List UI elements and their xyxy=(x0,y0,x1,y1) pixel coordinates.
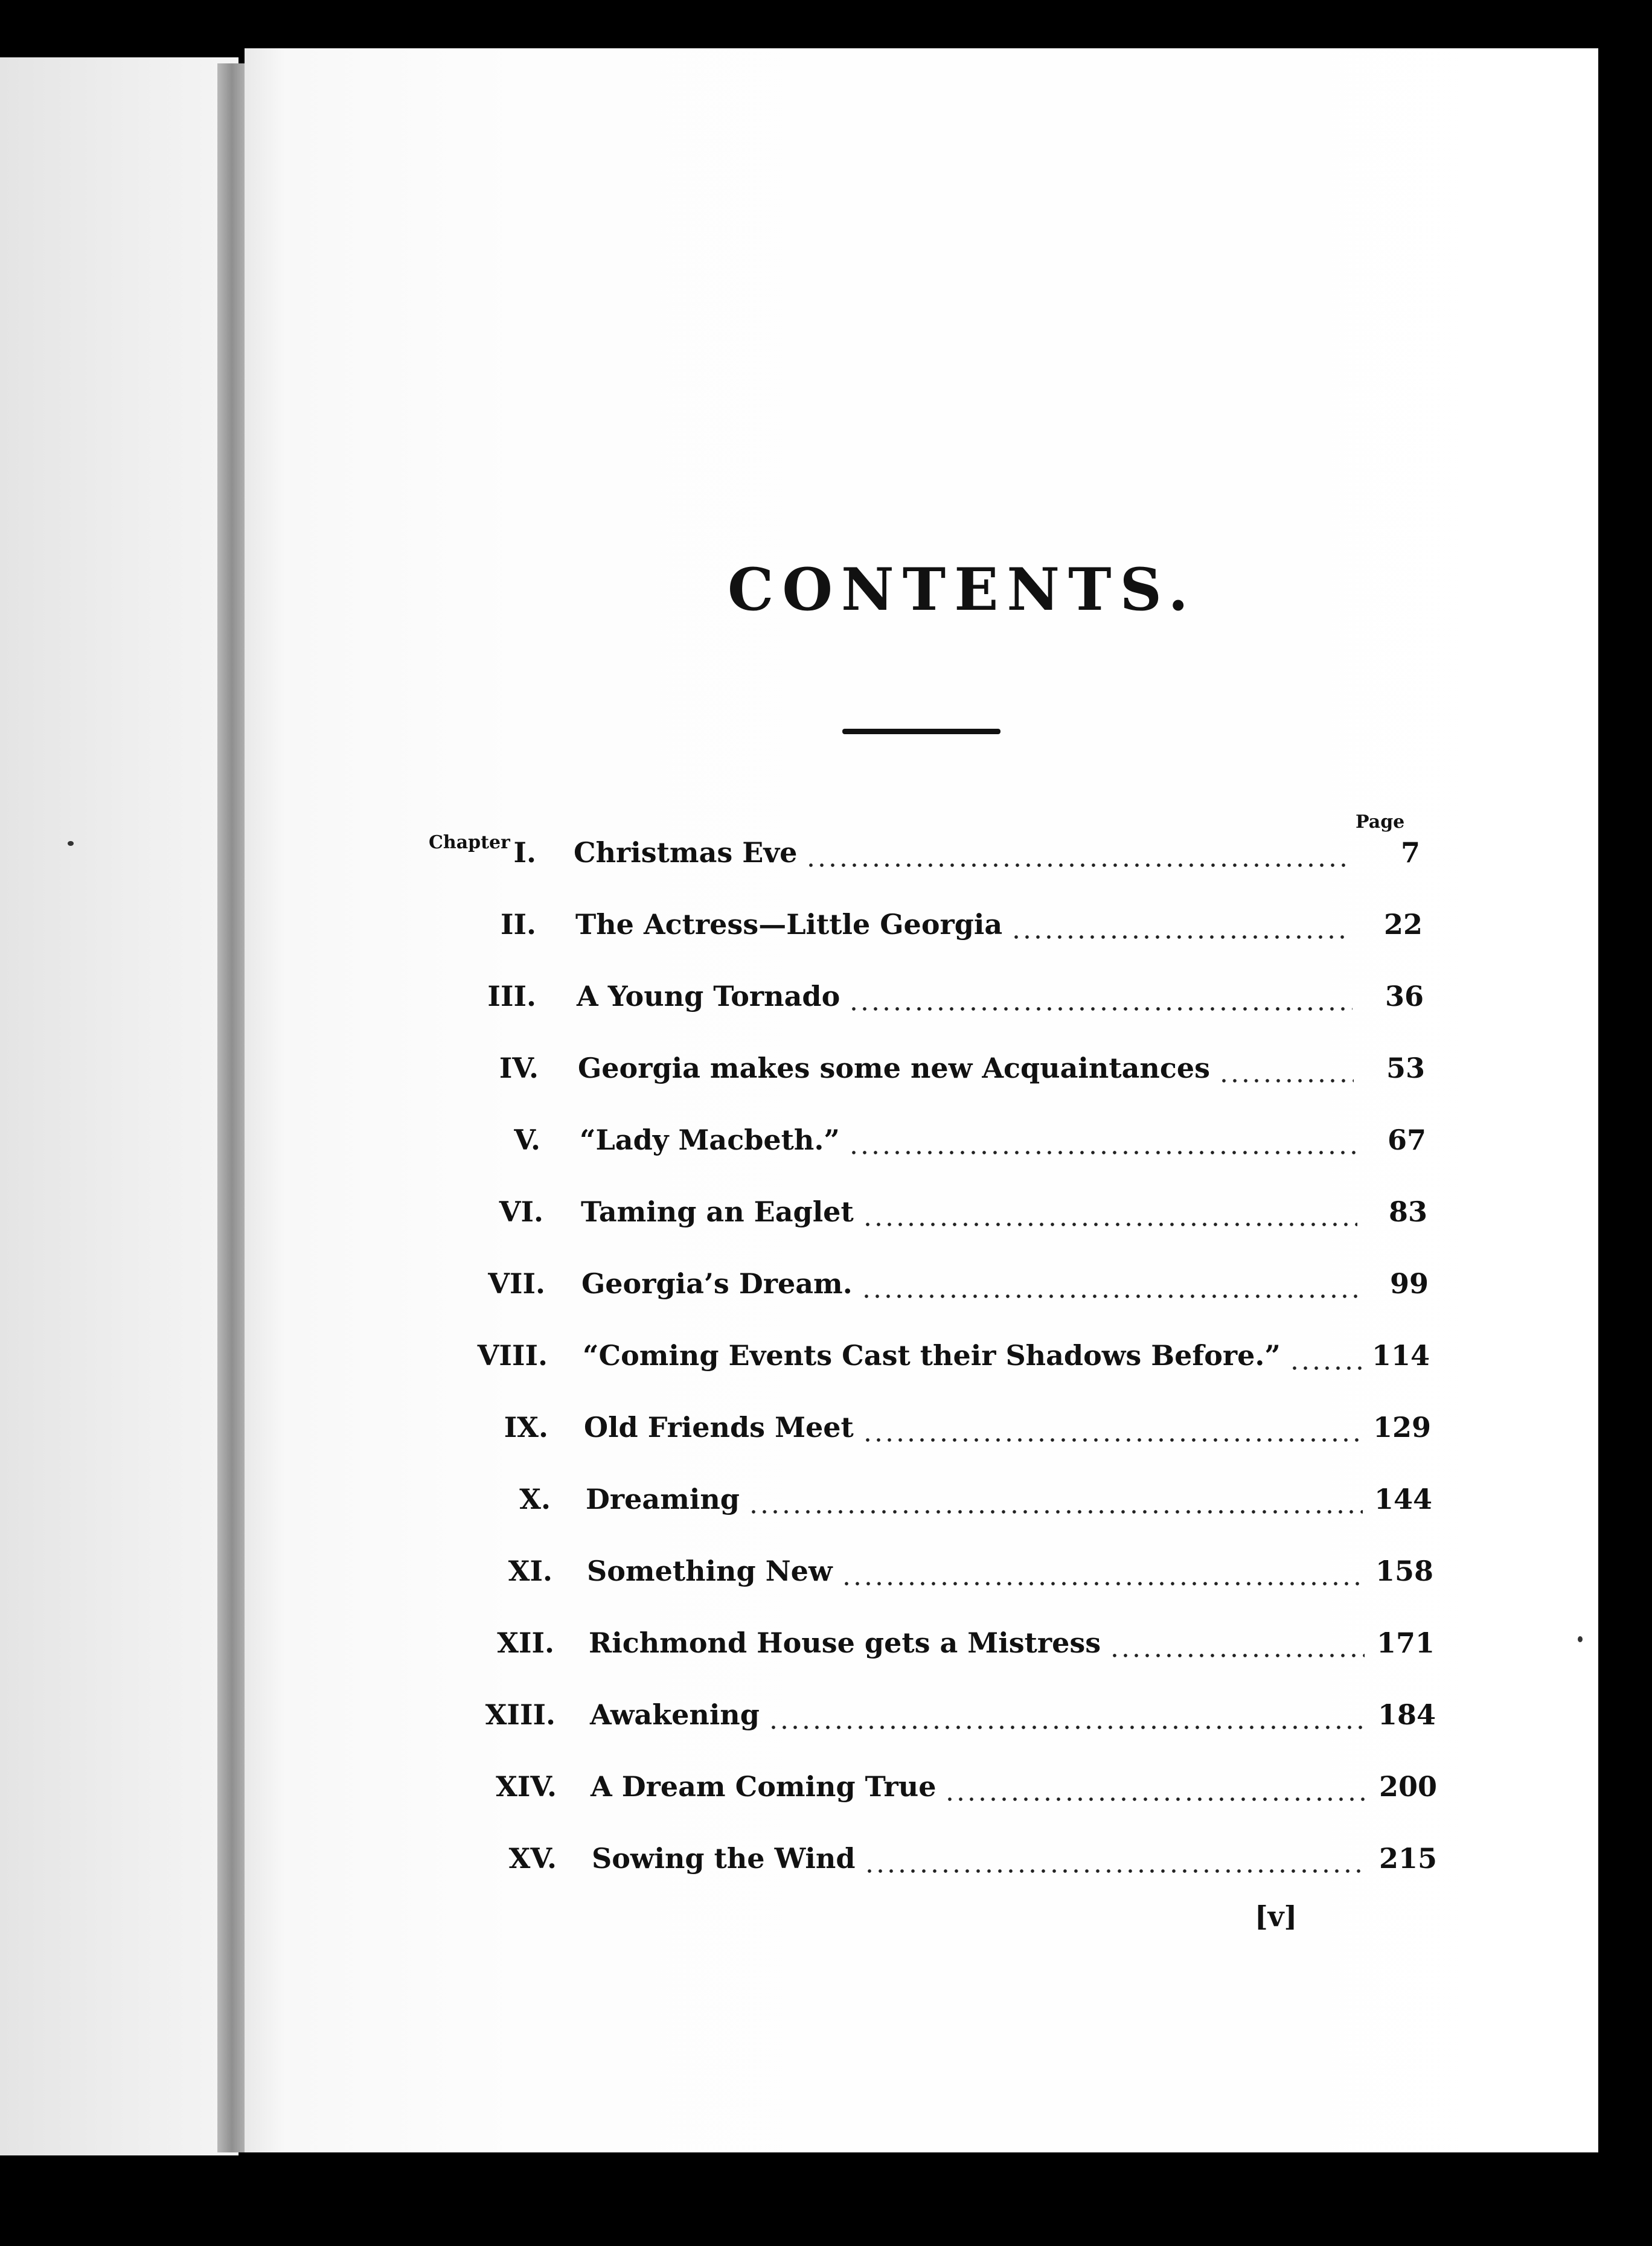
toc-chapter-title: Georgia’s Dream. xyxy=(581,1267,853,1300)
toc-leader-dots xyxy=(848,1007,1353,1011)
toc-page-number: 114 xyxy=(1371,1339,1430,1372)
toc-chapter-number: X. xyxy=(519,1483,551,1515)
toc-leader-dots xyxy=(1011,935,1349,939)
toc-leader-dots xyxy=(768,1726,1366,1729)
toc-chapter-number: III. xyxy=(487,980,536,1013)
toc-chapter-title: Richmond House gets a Mistress xyxy=(589,1627,1101,1659)
toc-chapter-number: XIV. xyxy=(496,1770,557,1803)
toc-page-number: 36 xyxy=(1385,980,1424,1013)
toc-chapter-title: “Coming Events Cast their Shadows Before.” xyxy=(583,1339,1281,1372)
toc-page-number: 171 xyxy=(1376,1627,1435,1659)
toc-chapter-number: V. xyxy=(514,1124,540,1156)
toc-chapter-number: VII. xyxy=(488,1267,545,1300)
toc-leader-dots xyxy=(862,1438,1362,1442)
toc-chapter-title: Old Friends Meet xyxy=(584,1411,854,1444)
toc-page-number: 67 xyxy=(1387,1124,1426,1156)
toc-chapter-number: XII. xyxy=(497,1627,554,1659)
toc-leader-dots xyxy=(862,1223,1357,1226)
toc-chapter-title: A Dream Coming True xyxy=(591,1770,936,1803)
toc-page-number: 7 xyxy=(1400,836,1420,869)
toc-leader-dots xyxy=(848,1151,1356,1154)
toc-chapter-title: The Actress—Little Georgia xyxy=(575,908,1003,941)
toc-chapter-title: “Lady Macbeth.” xyxy=(580,1124,840,1156)
toc-page-number: 129 xyxy=(1372,1411,1431,1444)
toc-chapter-number: VIII. xyxy=(477,1339,548,1372)
toc-chapter-title: Something New xyxy=(587,1555,833,1587)
page-column-header: Page xyxy=(1356,811,1405,833)
toc-chapter-number: XV. xyxy=(508,1842,557,1875)
toc-leader-dots xyxy=(805,863,1349,867)
toc-chapter-number: XI. xyxy=(508,1555,552,1587)
toc-chapter-number: IX. xyxy=(504,1411,548,1444)
toc-page-number: 200 xyxy=(1378,1770,1437,1803)
page-title: CONTENTS. xyxy=(728,555,1197,624)
toc-page-number: 215 xyxy=(1378,1842,1437,1875)
chapter-column-header: Chapter xyxy=(429,832,510,853)
toc-chapter-number: VI. xyxy=(499,1195,543,1228)
toc-chapter-number: XIII. xyxy=(485,1698,555,1731)
toc-chapter-number: IV. xyxy=(499,1052,539,1084)
toc-chapter-title: A Young Tornado xyxy=(577,980,840,1013)
toc-chapter-title: Awakening xyxy=(590,1698,760,1731)
toc-page-number: 22 xyxy=(1383,908,1423,941)
paper-speck xyxy=(68,841,74,846)
toc-leader-dots xyxy=(861,1294,1359,1298)
toc-chapter-title: Sowing the Wind xyxy=(592,1842,856,1875)
toc-page-number: 158 xyxy=(1375,1555,1433,1587)
toc-page-number: 83 xyxy=(1388,1195,1427,1228)
toc-page-number: 184 xyxy=(1377,1698,1436,1731)
toc-chapter-title: Dreaming xyxy=(586,1483,740,1515)
toc-chapter-number: II. xyxy=(500,908,536,941)
page-folio: [v] xyxy=(1255,1900,1298,1933)
toc-chapter-title: Taming an Eaglet xyxy=(581,1195,854,1228)
paper-speck xyxy=(1578,1636,1583,1642)
toc-chapter-title: Christmas Eve xyxy=(574,836,798,869)
toc-page-number: 144 xyxy=(1374,1483,1432,1515)
toc-leader-dots xyxy=(748,1510,1363,1514)
toc-leader-dots xyxy=(944,1797,1368,1801)
toc-chapter-title: Georgia makes some new Acquaintances xyxy=(578,1052,1211,1084)
toc-leader-dots xyxy=(1109,1654,1365,1657)
toc-leader-dots xyxy=(841,1582,1363,1585)
toc-chapter-number: I. xyxy=(513,836,536,869)
toc-page-number: 99 xyxy=(1389,1267,1429,1300)
toc-page-number: 53 xyxy=(1386,1052,1425,1084)
toc-leader-dots xyxy=(864,1869,1368,1873)
